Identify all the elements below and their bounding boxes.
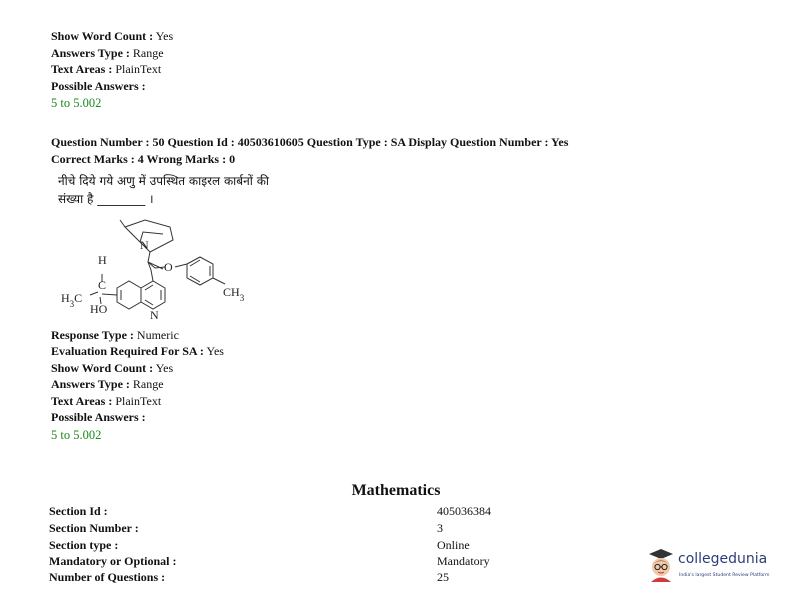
question-marks: Correct Marks : 4 Wrong Marks : 0 <box>51 152 236 166</box>
prev-answer: 5 to 5.002 <box>51 96 102 110</box>
section-id-label: Section Id : <box>49 504 108 518</box>
label-h3c: $H_3C$ <box>61 291 83 309</box>
section-type-value: Online <box>437 538 470 552</box>
section-id-value: 405036384 <box>437 504 491 518</box>
brand-name: collegedunia <box>678 551 768 567</box>
possible-answers: Possible Answers : <box>51 410 146 424</box>
label-n-ring: N <box>150 308 159 322</box>
text-areas: Text Areas : PlainText <box>51 394 162 408</box>
prev-possible-answers: Possible Answers : <box>51 79 146 93</box>
question-text-line2: संख्या है ________ । <box>58 192 154 206</box>
graduate-avatar-icon <box>645 548 677 582</box>
section-number-value: 3 <box>437 521 443 535</box>
num-questions-value: 25 <box>437 570 449 584</box>
section-type-label: Section type : <box>49 538 119 552</box>
question-text-line1: नीचे दिये गये अणु में उपस्थित काइरल कार्बनों की <box>58 174 270 188</box>
mandatory-value: Mandatory <box>437 554 490 568</box>
prev-show-word-count: Show Word Count : Yes <box>51 29 174 43</box>
answer: 5 to 5.002 <box>51 428 102 442</box>
label-o: O <box>164 260 173 274</box>
label-ho: HO <box>90 302 108 316</box>
response-type: Response Type : Numeric <box>51 328 179 342</box>
label-ch3: $CH_3$ <box>223 285 245 303</box>
label-h: H <box>98 253 107 267</box>
num-questions-label: Number of Questions : <box>49 570 166 584</box>
mandatory-label: Mandatory or Optional : <box>49 554 177 568</box>
answers-type: Answers Type : Range <box>51 377 164 391</box>
section-number-label: Section Number : <box>49 521 139 535</box>
evaluation-required: Evaluation Required For SA : Yes <box>51 344 224 358</box>
show-word-count: Show Word Count : Yes <box>51 361 174 375</box>
question-header: Question Number : 50 Question Id : 40503610605 Question Type : SA Display Question Number : Yes <box>51 135 569 149</box>
section-title: Mathematics <box>351 482 441 499</box>
molecule-structure <box>55 212 265 324</box>
label-n-bridge: N <box>140 238 149 252</box>
label-c: C <box>98 278 107 292</box>
brand-tagline: India's largest Student Review Platform <box>679 573 770 578</box>
prev-text-areas: Text Areas : PlainText <box>51 62 162 76</box>
prev-answers-type: Answers Type : Range <box>51 46 164 60</box>
